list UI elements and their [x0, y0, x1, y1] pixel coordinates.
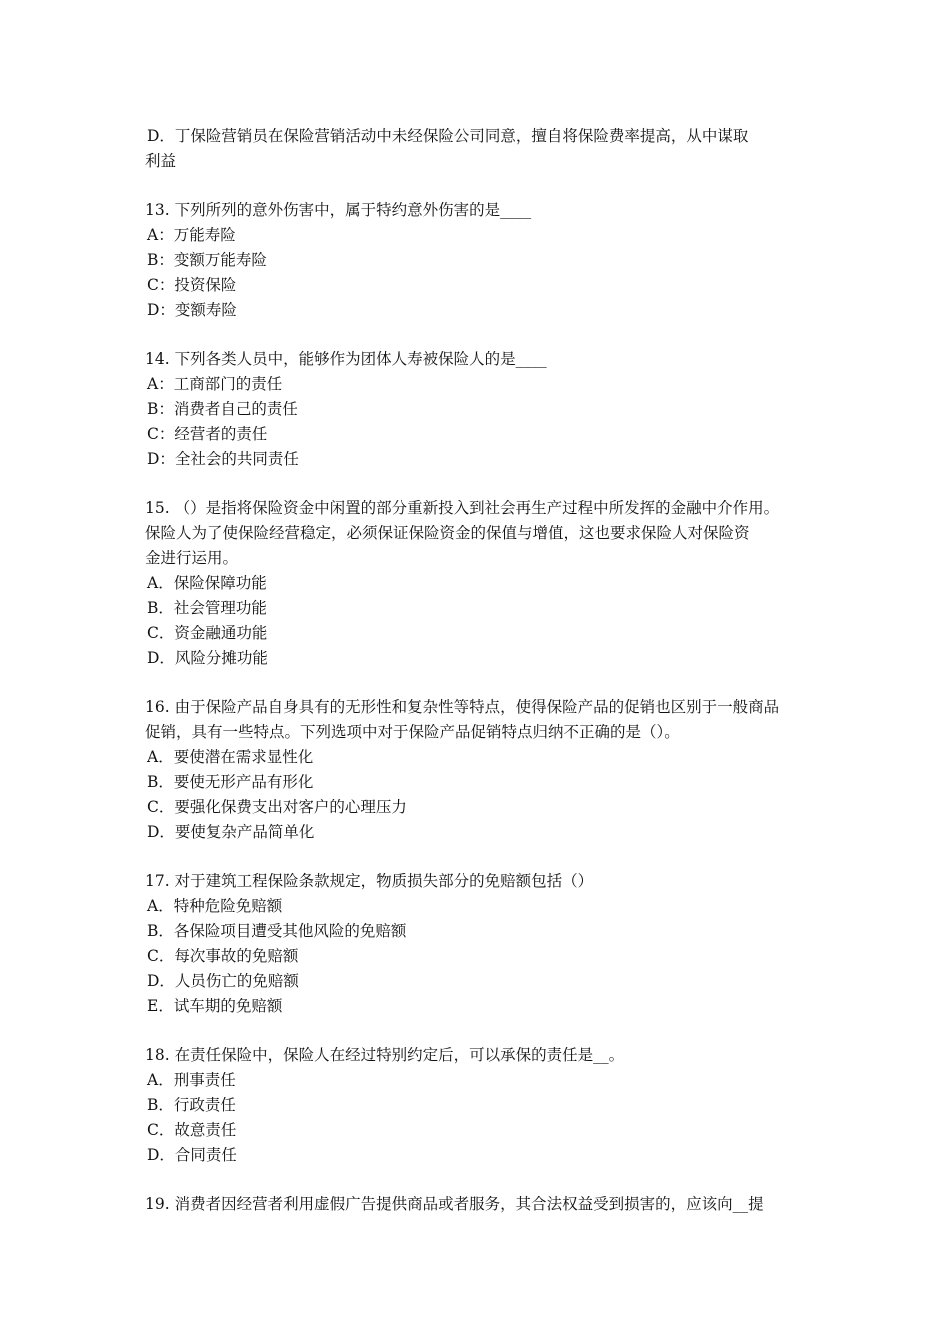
- spacer: [145, 472, 815, 496]
- spacer: [145, 174, 815, 198]
- answer-option: C．要强化保费支出对客户的心理压力: [147, 798, 407, 816]
- answer-option: A：工商部门的责任: [147, 375, 283, 393]
- answer-option: B．行政责任: [147, 1096, 236, 1114]
- answer-option: D．人员伤亡的免赔额: [147, 972, 299, 990]
- option-d-prev-line2: 利益: [145, 152, 177, 170]
- question-text: 16. 由于保险产品自身具有的无形性和复杂性等特点，使得保险产品的促销也区别于一般商品: [145, 698, 780, 716]
- question-text: 金进行运用。: [145, 549, 239, 567]
- answer-option: B：变额万能寿险: [147, 251, 267, 269]
- answer-option: D．风险分摊功能: [147, 649, 268, 667]
- answer-option: B．要使无形产品有形化: [147, 773, 314, 791]
- question-16: [145, 695, 815, 845]
- question-text: 15. （）是指将保险资金中闲置的部分重新投入到社会再生产过程中所发挥的金融中介作用。: [145, 499, 780, 517]
- spacer: [145, 845, 815, 869]
- answer-option: C．每次事故的免赔额: [147, 947, 299, 965]
- answer-option: B．各保险项目遭受其他风险的免赔额: [147, 922, 407, 940]
- answer-option: E．试车期的免赔额: [147, 997, 283, 1015]
- question-18: [145, 1043, 815, 1168]
- question-19: [145, 1192, 815, 1217]
- question-14: [145, 347, 815, 472]
- question-17: [145, 869, 815, 1019]
- answer-option: C．资金融通功能: [147, 624, 268, 642]
- spacer: [145, 1019, 815, 1043]
- question-text: 14. 下列各类人员中，能够作为团体人寿被保险人的是____: [145, 350, 547, 368]
- spacer: [145, 323, 815, 347]
- answer-option: D：变额寿险: [147, 301, 237, 319]
- answer-option: A．保险保障功能: [147, 574, 267, 592]
- answer-option: D：全社会的共同责任: [147, 450, 299, 468]
- answer-option: A．刑事责任: [147, 1071, 236, 1089]
- spacer: [145, 671, 815, 695]
- question-text: 17. 对于建筑工程保险条款规定，物质损失部分的免赔额包括（）: [145, 872, 594, 890]
- answer-option: A．特种危险免赔额: [147, 897, 283, 915]
- question-15: [145, 496, 815, 671]
- document-page: [145, 124, 815, 1217]
- answer-option: D．要使复杂产品简单化: [147, 823, 315, 841]
- spacer: [145, 1168, 815, 1192]
- answer-option: A．要使潜在需求显性化: [147, 748, 314, 766]
- answer-option: B：消费者自己的责任: [147, 400, 298, 418]
- answer-option: A：万能寿险: [147, 226, 236, 244]
- question-text: 13. 下列所列的意外伤害中，属于特约意外伤害的是____: [145, 201, 532, 219]
- answer-option: D．合同责任: [147, 1146, 237, 1164]
- question-text: 促销，具有一些特点。下列选项中对于保险产品促销特点归纳不正确的是（）。: [145, 723, 680, 741]
- question-list: [145, 198, 815, 1217]
- question-text: 18. 在责任保险中，保险人在经过特别约定后，可以承保的责任是__。: [145, 1046, 625, 1064]
- question-text: 保险人为了使保险经营稳定，必须保证保险资金的保值与增值，这也要求保险人对保险资: [145, 524, 750, 542]
- question-13: [145, 198, 815, 323]
- answer-option: C：投资保险: [147, 276, 237, 294]
- option-d-prev-line1: D．丁保险营销员在保险营销活动中未经保险公司同意，擅自将保险费率提高，从中谋取: [147, 127, 749, 145]
- answer-option: B．社会管理功能: [147, 599, 267, 617]
- answer-option: C：经营者的责任: [147, 425, 268, 443]
- answer-option: C．故意责任: [147, 1121, 237, 1139]
- question-text: 19. 消费者因经营者利用虚假广告提供商品或者服务，其合法权益受到损害的，应该向__提: [145, 1195, 764, 1213]
